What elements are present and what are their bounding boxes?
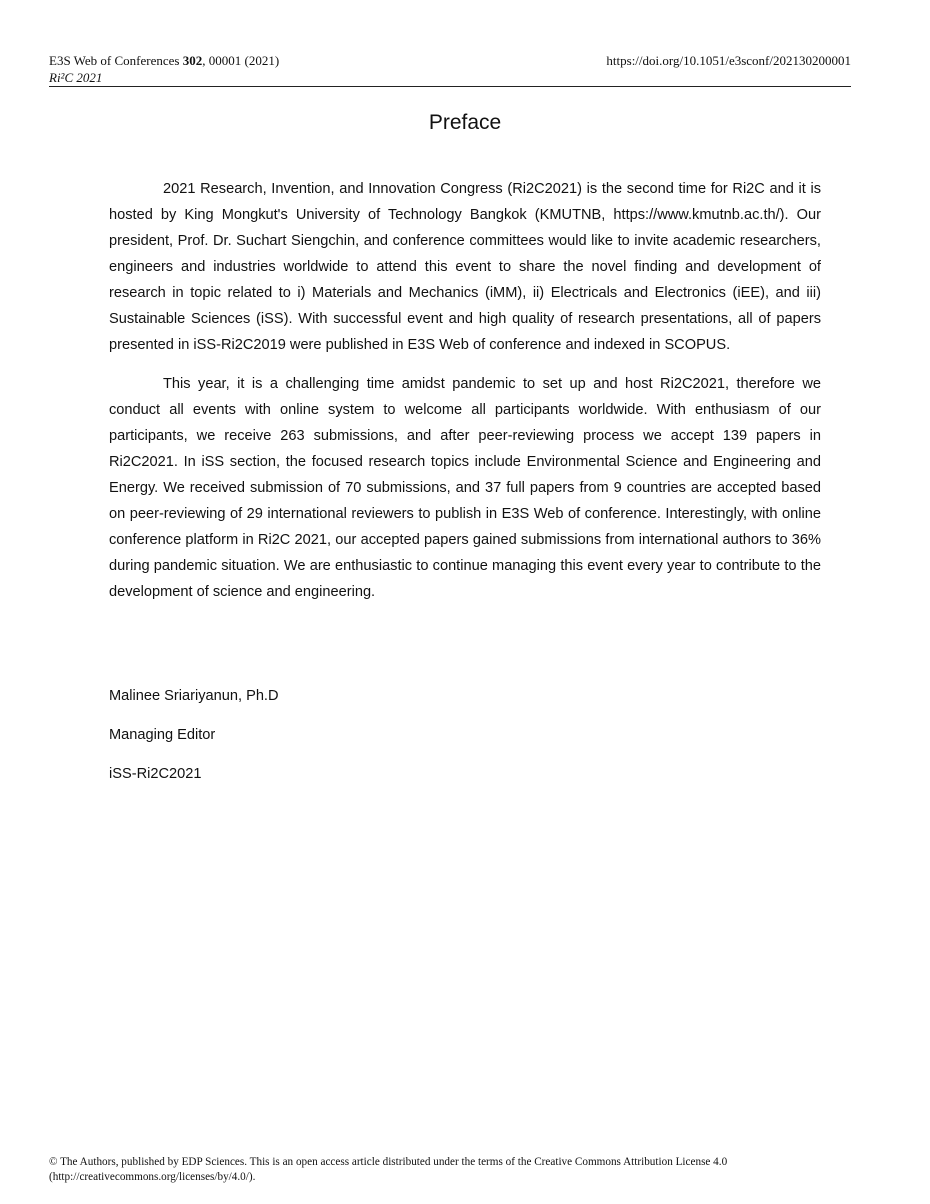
journal-volume: 302 [182, 53, 203, 68]
license-link[interactable]: (http://creativecommons.org/licenses/by/4.0/). [49, 1171, 256, 1183]
journal-citation [49, 52, 279, 69]
paragraph: This year, it is a challenging time amidst pandemic to set up and host Ri2C2021, therefore we conduct all events with online system to welcome all participants worldwide. With enthusiasm of our participants, we receive 263 submissions, and after peer-reviewing process we accept 139 papers in Ri2C2021. In iSS section, the focused research topics include Environmental Science and Engineering and Energy. We received submission of 70 submissions, and 37 full papers from 9 countries are accepted based on peer-reviewing of 29 international reviewers to publish in E3S Web of conference. Interestingly, with online conference platform in Ri2C 2021, our accepted papers gained submissions from international authors to 36% during pandemic situation. We are enthusiastic to continue managing this event every year to contribute to the development of science and engineering. [109, 376, 821, 600]
header-divider [49, 86, 851, 87]
conference-name: Ri²C 2021 [49, 70, 103, 85]
paragraph: 2021 Research, Invention, and Innovation Congress (Ri2C2021) is the second time for Ri2C and it is hosted by King Mongkut's University of Technology Bangkok (KMUTNB, https://www.kmutnb.ac.th/). Our president, Prof. Dr. Suchart Siengchin, and conference committees would like to invite academic researchers, engineers and industries worldwide to attend this event to share the novel finding and development of research in topic related to i) Materials and Mechanics (iMM), ii) Electricals and Electronics (iEE), and iii) Sustainable Sciences (iSS). With successful event and high quality of research presentations, all of papers presented in iSS-Ri2C2019 were published in E3S Web of conference and indexed in SCOPUS. [109, 181, 821, 353]
article-number-year: , 00001 (2021) [202, 53, 280, 68]
running-header [49, 52, 851, 86]
signatory-name: Malinee Sriariyanun, Ph.D [109, 688, 279, 704]
signatory-role: Managing Editor [109, 727, 216, 743]
license-text: © The Authors, published by EDP Sciences. This is an open access article distributed under the terms of the Creative Commons Attribution License 4.0 [49, 1156, 728, 1168]
license-footer [49, 1155, 859, 1185]
page-title: Preface [428, 111, 502, 134]
preface-body [109, 176, 821, 618]
doi-link[interactable]: https://doi.org/10.1051/e3sconf/202130200001 [606, 53, 851, 68]
signature-block [109, 683, 279, 800]
journal-name: E3S Web of Conferences [49, 53, 183, 68]
header-row [49, 52, 851, 69]
signatory-affiliation: iSS-Ri2C2021 [109, 766, 202, 782]
